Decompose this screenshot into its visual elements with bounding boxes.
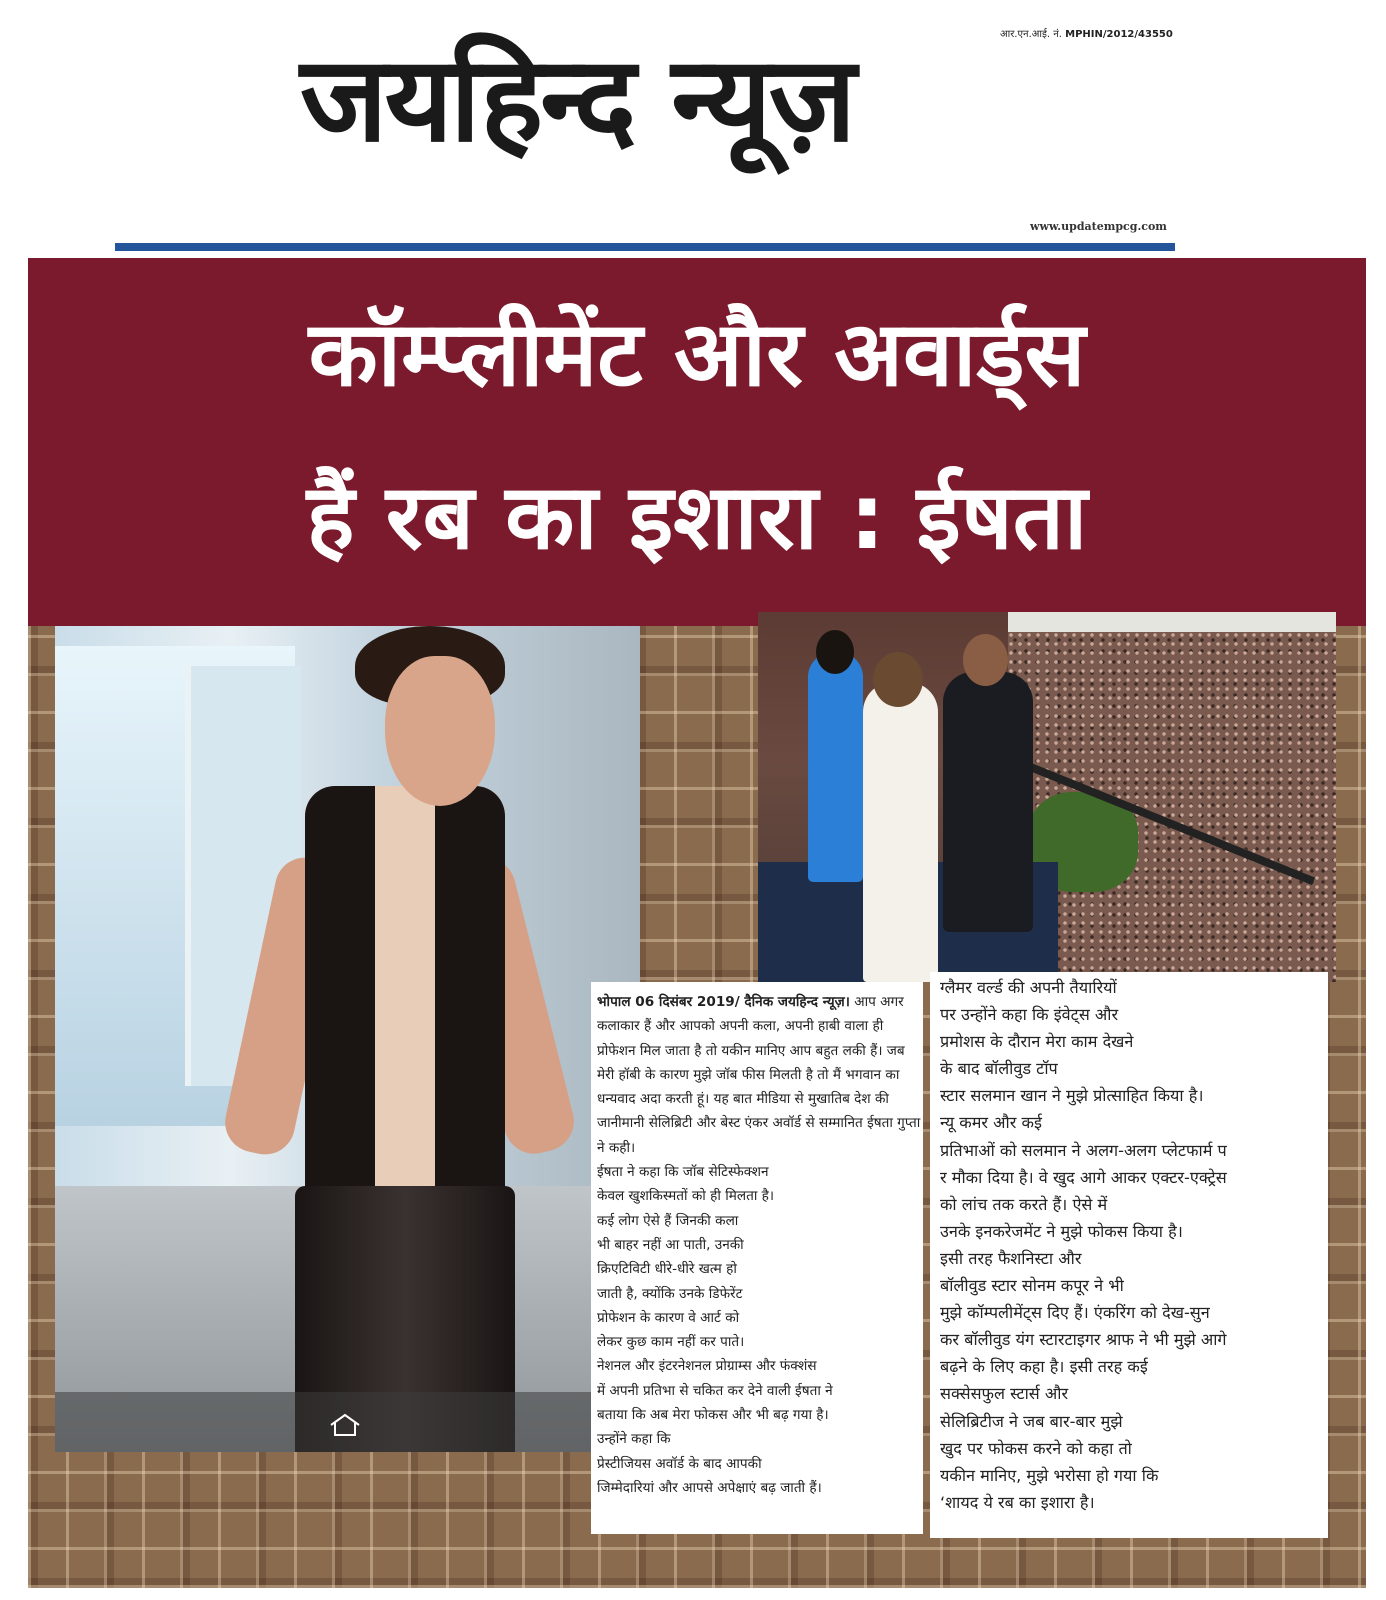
registration-label: आर.एन.आई. नं.: [1000, 29, 1062, 40]
article-column-1: [591, 982, 923, 1534]
photo-person-blue-dress: [808, 652, 863, 882]
photo-lace-right: [435, 786, 505, 1206]
photo-person-white-head: [873, 652, 923, 707]
portrait-photo: [55, 626, 640, 1452]
column-1-body: आप अगर कलाकार हैं और आपको अपनी कला, अपनी हाबी वाला ही प्रोफेशन मिल जाता है तो यकीन मानिए आप बहुत लकी हैं। जब मेरी हॉबी के कारण मुझे जॉब फीस मिलती है तो मैं भगवान का धन्यवाद अदा करती हूं। यह बात मीडिया से मुखातिब देश की जानीमानी सेलिब्रिटी और बेस्ट एंकर अवॉर्ड से सम्मानित ईषता गुप्ता ने कही। ईषता ने कहा कि जॉब सेटिस्फेक्शन केवल खुशकिस्मतों को ही मिलता है। कई लोग ऐसे हैं जिनकी कला भी बाहर नहीं आ पाती, उनकी क्रिएटिविटी धीरे-धीरे खत्म हो जाती है, क्योंकि उनके डिफेरेंट प्रोफेशन के कारण वे आर्ट को लेकर कुछ काम नहीं कर पाते। नेशनल और इंटरनेशनल प्रोग्राम्स और फंक्शंस में अपनी प्रतिभा से चकित कर देने वाली ईषता ने बताया कि अब मेरा फोकस और भी बढ़ गया है। उन्होंने कहा कि प्रेस्टीजियस अवॉर्ड के बाद आपकी जिम्मेदारियां और आपसे अपेक्षाएं बढ़ जाती हैं।: [597, 994, 921, 1496]
headline-banner: [28, 258, 1366, 626]
event-photo: [758, 612, 1336, 982]
home-icon[interactable]: [328, 1412, 362, 1438]
registration-number: [1000, 26, 1173, 40]
photo-person-white-outfit: [863, 682, 938, 982]
photo-lace-left: [305, 786, 375, 1206]
photo-person-dark-head: [963, 634, 1008, 686]
headline-line-2: हैं रब का इशारा : ईषता: [306, 465, 1088, 570]
photo-sky: [1008, 612, 1336, 632]
dateline: भोपाल 06 दिसंबर 2019/ दैनिक जयहिन्द न्यूज़।: [597, 994, 850, 1010]
newspaper-title: जयहिन्द न्यूज़: [300, 30, 854, 168]
photo-face: [385, 656, 495, 806]
website-url: www.updatempcg.com: [1030, 220, 1167, 233]
headline-line-1: कॉम्प्लीमेंट और अवार्ड्स: [308, 302, 1086, 407]
masthead-rule: [115, 243, 1175, 251]
column-1-text: [597, 990, 923, 1500]
registration-code: MPHIN/2012/43550: [1065, 29, 1173, 40]
column-2-body: ग्लैमर वर्ल्ड की अपनी तैयारियों पर उन्होंने कहा कि इंवेट्स और प्रमोशस के दौरान मेरा काम देखने के बाद बॉलीवुड टॉप स्टार सलमान खान ने मुझे प्रोत्साहित किया है। न्यू कमर और कई प्रतिभाओं को सलमान ने अलग-अलग प्लेटफार्म प र मौका दिया है। वे खुद आगे आकर एक्टर-एक्ट्रेस को लांच तक करते हैं। ऐसे में उनके इनकरेजमेंट ने मुझे फोकस किया है। इसी तरह फैशनिस्टा और बॉलीवुड स्टार सोनम कपूर ने भी मुझे कॉम्पलीमेंट्स दिए हैं। एंकरिंग को देख-सुन कर बॉलीवुड यंग स्टारटाइगर श्राफ ने भी मुझे आगे बढ़ने के लिए कहा है। इसी तरह कई सक्सेसफुल स्टार्स और सेलिब्रिटीज ने जब बार-बार मुझे खुद पर फोकस करने को कहा तो यकीन मानिए, मुझे भरोसा हो गया कि ‘शायद ये रब का इशारा है।: [940, 978, 1227, 1512]
article-column-2: [930, 972, 1328, 1538]
photo-person-blue-head: [816, 630, 854, 674]
photo-person-dark-shirt: [943, 672, 1033, 932]
